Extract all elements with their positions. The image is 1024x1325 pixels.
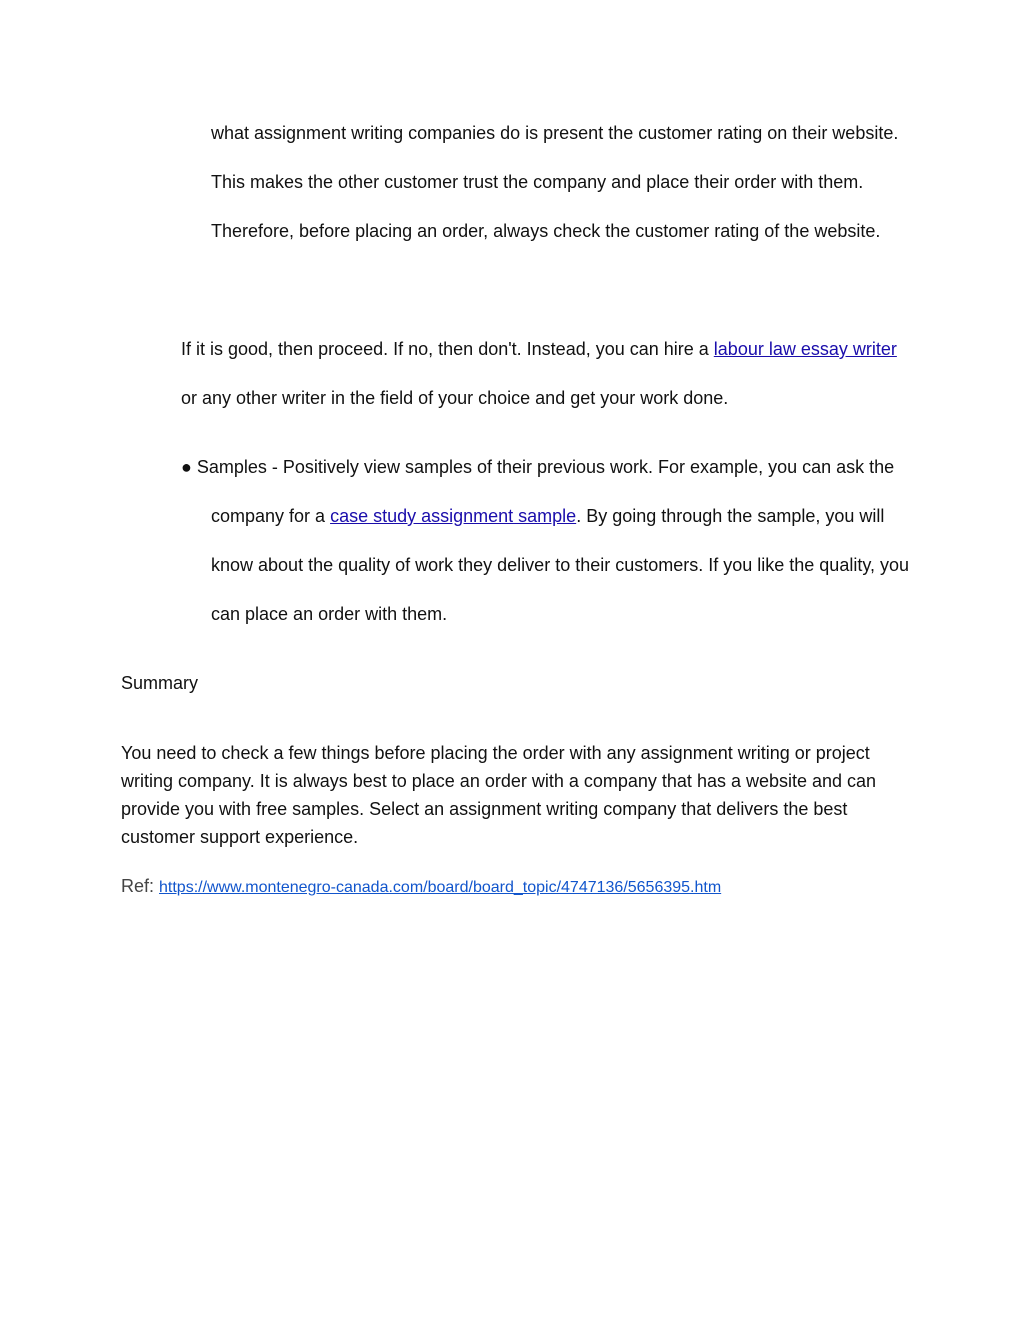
summary-body: You need to check a few things before placing the order with any assignment writing or project writing company. It is always best to place an order with a company that has a website and can provide you with free samples. Select an assignment writing company that delivers the best customer support experience.	[121, 743, 877, 847]
samples-text-after: . By going through the sample, you will know about the quality of work they deliver to their customers. If you like the quality, you can place an order with them.	[211, 506, 910, 624]
samples-bullet-item	[181, 443, 916, 639]
hire-paragraph-text-before: If it is good, then proceed. If no, then don't. Instead, you can hire a	[181, 339, 714, 359]
case-study-assignment-sample-link[interactable]: case study assignment sample	[330, 506, 577, 526]
bullet-continuation-text: what assignment writing companies do is present the customer rating on their website. This makes the other customer trust the company and place their order with them. Therefore, before placing an order, always check the customer rating of the website.	[211, 123, 899, 241]
hire-paragraph-text-after: or any other writer in the field of your choice and get your work done.	[181, 388, 729, 408]
reference-line	[121, 872, 921, 902]
hire-writer-paragraph	[181, 325, 911, 423]
bullet-marker: ●	[181, 457, 192, 477]
reference-label: Ref:	[121, 876, 160, 896]
summary-heading: Summary	[121, 673, 199, 693]
samples-text-before: Samples - Positively view samples of their previous work. For example, you can ask the company for a	[191, 457, 895, 526]
labour-law-essay-writer-link[interactable]: labour law essay writer	[713, 339, 897, 359]
reference-url-link[interactable]: https://www.montenegro-canada.com/board/board_topic/4747136/5656395.htm	[159, 879, 722, 896]
